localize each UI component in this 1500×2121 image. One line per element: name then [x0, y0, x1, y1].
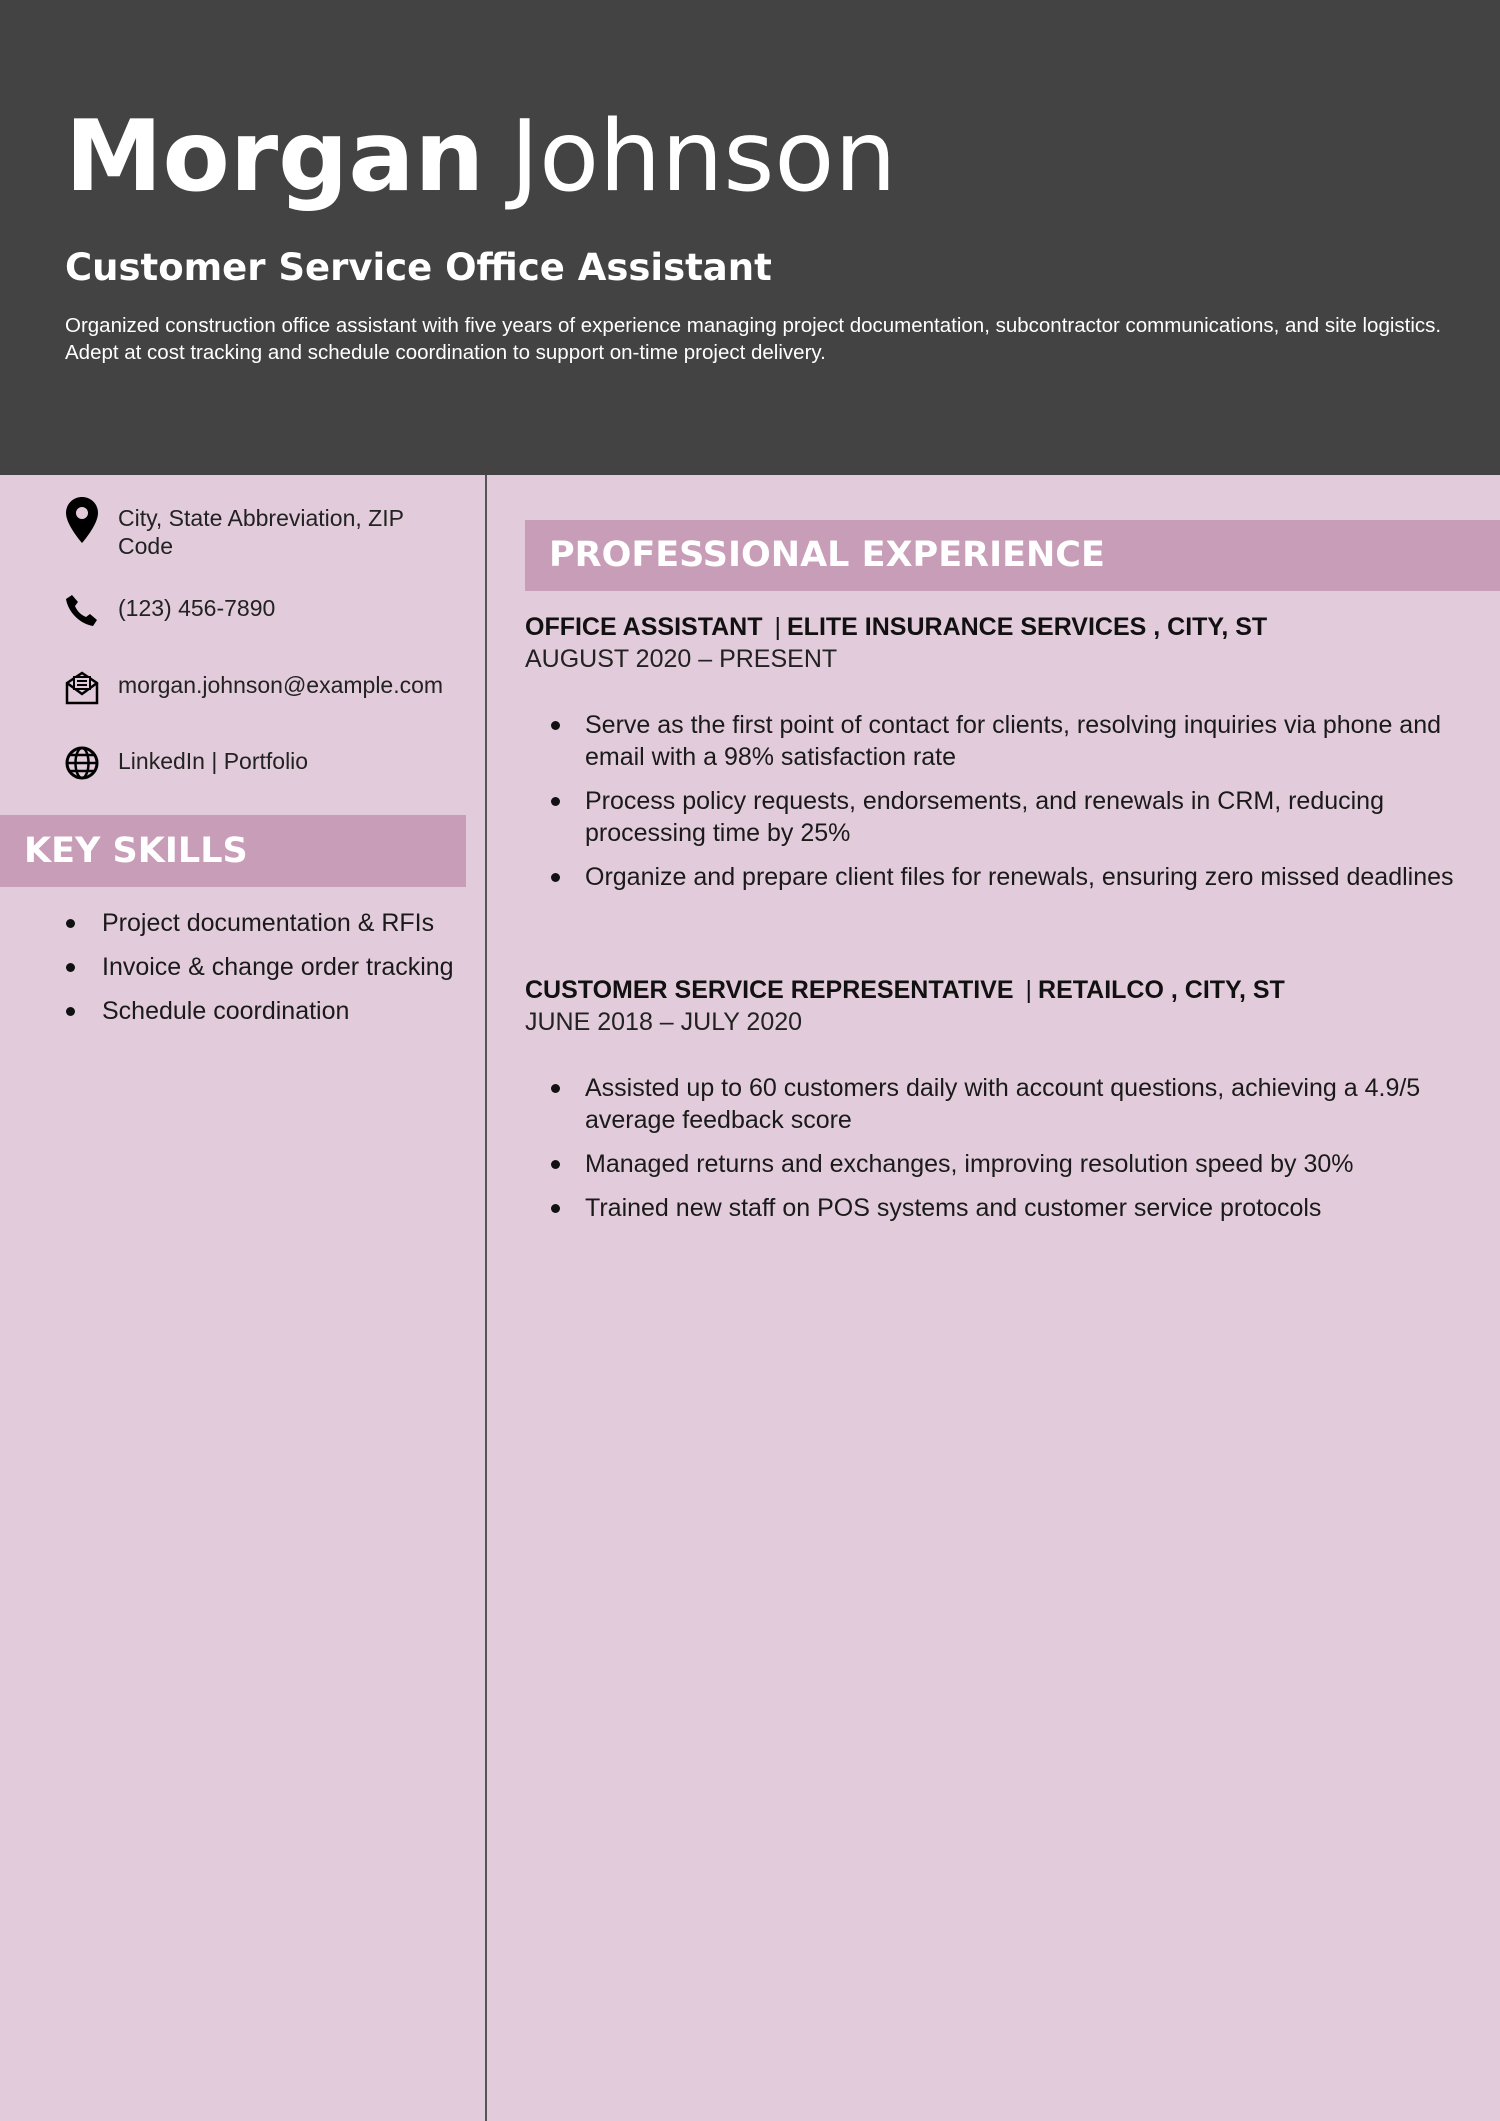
last-name: Johnson [510, 100, 897, 214]
globe-icon [62, 743, 102, 783]
first-name: Morgan [65, 100, 485, 214]
job-bullet: Managed returns and exchanges, improving resolution speed by 30% [525, 1148, 1475, 1180]
links-text[interactable]: LinkedIn | Portfolio [118, 748, 309, 774]
job-dates: AUGUST 2020 – PRESENT [525, 645, 838, 673]
job-bullet: Assisted up to 60 customers daily with account questions, achieving a 4.9/5 average feedback score [525, 1072, 1475, 1136]
skill-item: Project documentation & RFIs [62, 907, 472, 939]
contact-location [62, 500, 458, 560]
job-title: Customer Service Office Assistant [65, 246, 772, 289]
separator: | [774, 613, 781, 641]
key-skills-heading: KEY SKILLS [0, 815, 466, 887]
job-bullets [525, 1072, 1475, 1224]
candidate-name [65, 100, 897, 214]
experience-heading: PROFESSIONAL EXPERIENCE [525, 520, 1500, 591]
job-entry-1 [525, 611, 1475, 905]
contact-links [62, 743, 458, 783]
column-divider [485, 475, 487, 2121]
phone-icon [62, 590, 102, 630]
job-bullet: Trained new staff on POS systems and customer service protocols [525, 1192, 1475, 1224]
skills-list [62, 907, 472, 1039]
job-header [525, 974, 1475, 1006]
contact-email [62, 667, 458, 707]
job-company: RETAILCO , CITY, ST [1038, 976, 1285, 1004]
map-pin-icon [62, 500, 102, 540]
job-role: OFFICE ASSISTANT [525, 613, 763, 641]
email-icon [62, 667, 102, 707]
separator: | [1025, 976, 1033, 1004]
summary: Organized construction office assistant with five years of experience managing project documentation, subcontractor communications, and site logistics. Adept at cost tracking and schedule coordination to support on-time project delivery. [65, 314, 1442, 364]
contact-phone [62, 590, 458, 630]
job-entry-2 [525, 974, 1475, 1236]
skill-item: Invoice & change order tracking [62, 951, 472, 983]
job-bullet: Organize and prepare client files for renewals, ensuring zero missed deadlines [525, 861, 1475, 893]
job-bullets [525, 709, 1475, 893]
job-company: ELITE INSURANCE SERVICES , CITY, ST [787, 613, 1268, 641]
job-dates: JUNE 2018 – JULY 2020 [525, 1008, 803, 1036]
job-role: CUSTOMER SERVICE REPRESENTATIVE [525, 976, 1014, 1004]
job-bullet: Process policy requests, endorsements, and renewals in CRM, reducing processing time by 25% [525, 785, 1475, 849]
email-text[interactable]: morgan.johnson@example.com [118, 672, 444, 698]
skill-item: Schedule coordination [62, 995, 472, 1027]
phone-text[interactable]: (123) 456-7890 [118, 595, 276, 621]
job-header [525, 611, 1475, 643]
location-text: City, State Abbreviation, ZIP Code [118, 505, 404, 559]
resume-header [0, 0, 1500, 475]
job-bullet: Serve as the first point of contact for clients, resolving inquiries via phone and email with a 98% satisfaction rate [525, 709, 1475, 773]
